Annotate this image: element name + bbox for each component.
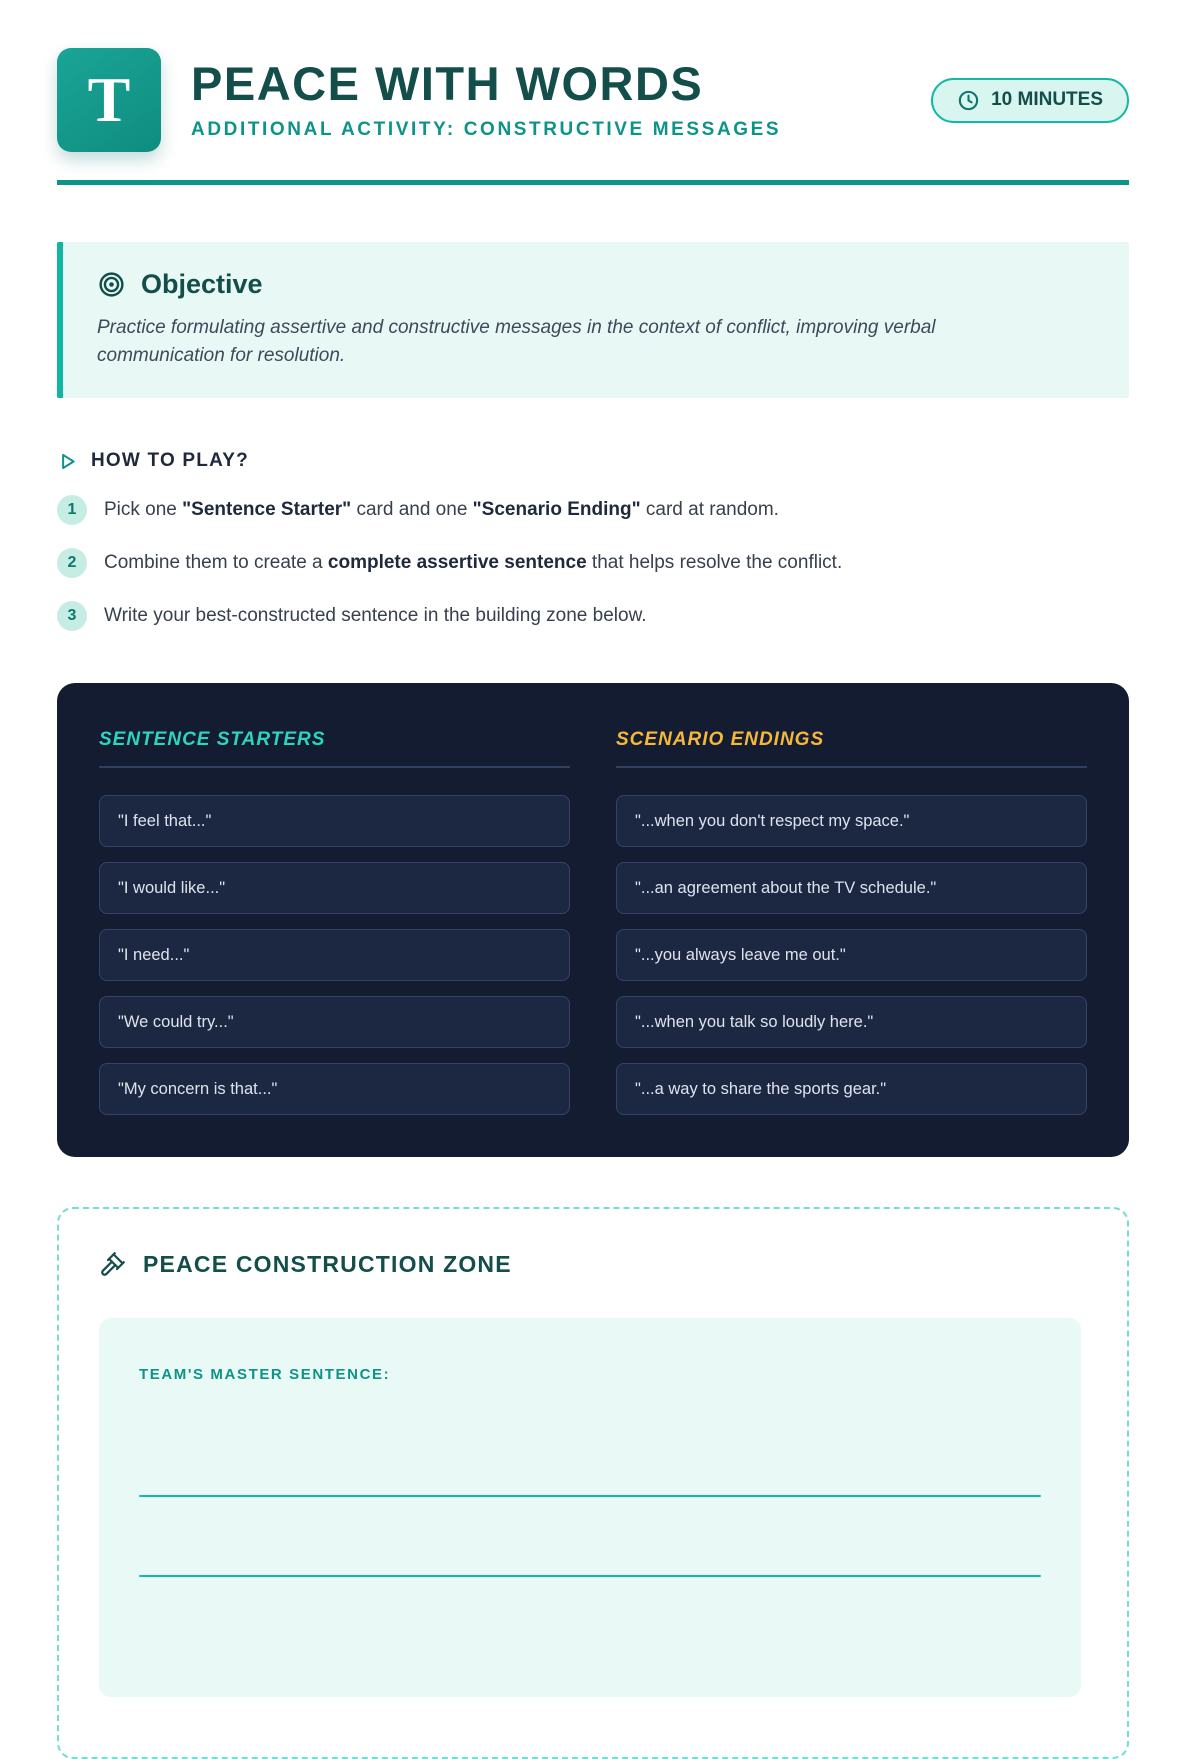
objective-text: Practice formulating assertive and constructive messages in the context of conflict, improving verbal communication for resolution. bbox=[97, 317, 936, 366]
sentence-starters-column bbox=[99, 729, 570, 1115]
writing-line bbox=[139, 1495, 1041, 1497]
sentence-starters-heading: SENTENCE STARTERS bbox=[99, 729, 570, 768]
scenario-ending-card: "...you always leave me out." bbox=[616, 929, 1087, 981]
sentence-starter-card: "I need..." bbox=[99, 929, 570, 981]
app-logo bbox=[57, 48, 161, 152]
page-title: PEACE WITH WORDS bbox=[191, 57, 704, 111]
sentence-starter-card: "I feel that..." bbox=[99, 795, 570, 847]
header-text bbox=[191, 59, 781, 140]
header bbox=[57, 48, 1129, 152]
how-to-play-heading: HOW TO PLAY? bbox=[91, 450, 249, 472]
scenario-endings-column bbox=[616, 729, 1087, 1115]
how-to-play-step-1 bbox=[57, 495, 1129, 525]
step-text-segment: Write your best-constructed sentence in the building zone below. bbox=[104, 605, 647, 627]
logo-letter: T bbox=[87, 64, 131, 135]
step-text bbox=[104, 495, 779, 525]
play-icon bbox=[57, 451, 78, 472]
how-to-play-heading-row bbox=[57, 450, 1129, 472]
step-text bbox=[104, 601, 647, 631]
target-icon bbox=[97, 270, 126, 299]
step-text-segment: complete assertive sentence bbox=[327, 552, 587, 574]
step-number-badge: 1 bbox=[57, 495, 87, 525]
scenario-ending-card: "...when you talk so loudly here." bbox=[616, 996, 1087, 1048]
step-text-segment: Combine them to create a bbox=[104, 552, 328, 574]
construction-zone-heading: PEACE CONSTRUCTION ZONE bbox=[143, 1251, 512, 1278]
how-to-play-step-3 bbox=[57, 601, 1129, 631]
sentence-starter-card: "We could try..." bbox=[99, 996, 570, 1048]
step-text-segment: card and one bbox=[351, 499, 473, 521]
scenario-ending-card: "...when you don't respect my space." bbox=[616, 795, 1087, 847]
scenario-ending-card: "...a way to share the sports gear." bbox=[616, 1063, 1087, 1115]
writing-line bbox=[139, 1575, 1041, 1577]
sentence-starter-card: "I would like..." bbox=[99, 862, 570, 914]
clock-icon bbox=[957, 89, 980, 112]
scenario-endings-heading: SCENARIO ENDINGS bbox=[616, 729, 1087, 768]
time-badge-label: 10 MINUTES bbox=[991, 89, 1103, 110]
master-sentence-label: TEAM'S MASTER SENTENCE: bbox=[139, 1366, 391, 1384]
objective-heading-row bbox=[97, 269, 1095, 300]
sentence-starter-card: "My concern is that..." bbox=[99, 1063, 570, 1115]
step-text-segment: Pick one bbox=[104, 499, 183, 521]
step-text-segment: that helps resolve the conflict. bbox=[586, 552, 843, 574]
construction-zone-heading-row bbox=[99, 1251, 1081, 1278]
cards-panel bbox=[57, 683, 1129, 1157]
scenario-ending-card: "...an agreement about the TV schedule." bbox=[616, 862, 1087, 914]
page-subtitle: ADDITIONAL ACTIVITY: CONSTRUCTIVE MESSAGES bbox=[191, 118, 782, 140]
step-text-segment: card at random. bbox=[640, 499, 779, 521]
time-badge bbox=[931, 78, 1129, 123]
master-sentence-box bbox=[99, 1318, 1081, 1697]
step-text-segment: "Sentence Starter" bbox=[182, 499, 352, 521]
step-text-segment: "Scenario Ending" bbox=[472, 499, 641, 521]
header-divider bbox=[57, 180, 1129, 185]
step-number-badge: 3 bbox=[57, 601, 87, 631]
peace-construction-zone bbox=[57, 1207, 1129, 1759]
step-text bbox=[104, 548, 842, 578]
objective-heading: Objective bbox=[141, 269, 263, 299]
gavel-icon bbox=[99, 1251, 126, 1278]
objective-section bbox=[57, 242, 1129, 398]
how-to-play-step-2 bbox=[57, 548, 1129, 578]
step-number-badge: 2 bbox=[57, 548, 87, 578]
